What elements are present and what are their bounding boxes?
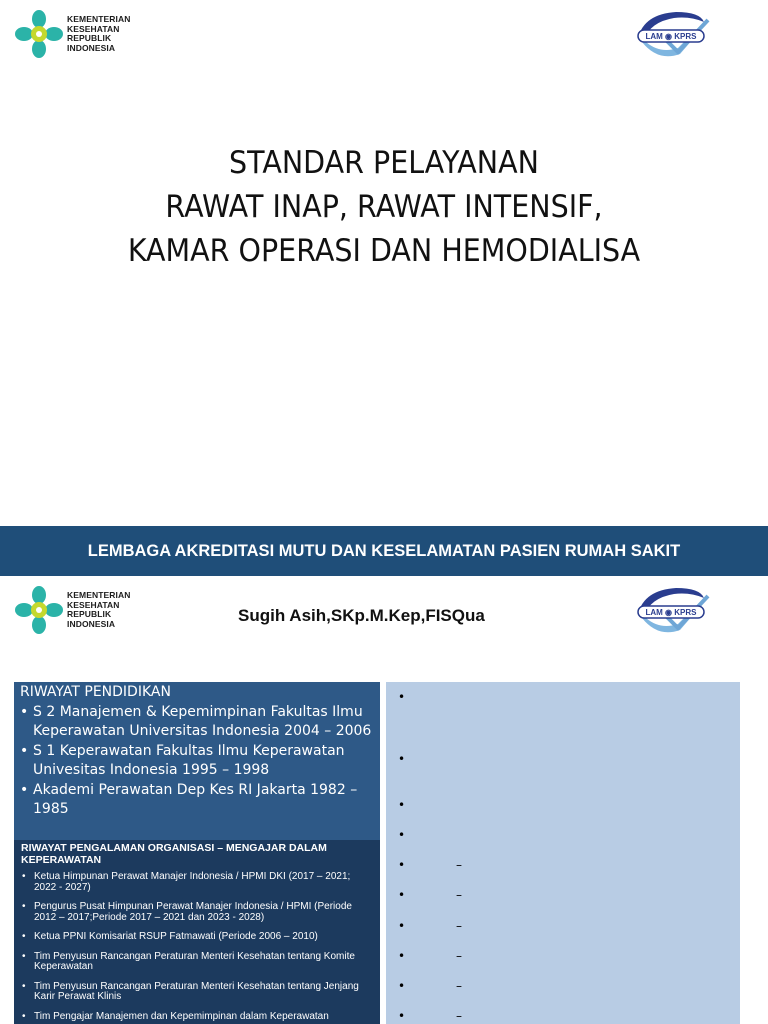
empty-bullet: • bbox=[398, 858, 406, 872]
empty-bullet: • bbox=[398, 919, 406, 933]
empty-bullet: • bbox=[398, 798, 406, 812]
empty-bullet: • bbox=[398, 1009, 406, 1023]
list-item: • Ketua PPNI Komisariat RSUP Fatmawati (Periode 2006 – 2010) bbox=[34, 932, 374, 943]
education-heading: RIWAYAT PENDIDIKAN bbox=[20, 684, 171, 700]
title-line: STANDAR PELAYANAN bbox=[229, 145, 539, 181]
kemenkes-logo-text: KEMENTERIAN KESEHATAN REPUBLIK INDONESIA bbox=[67, 590, 131, 629]
list-item: • Tim Pengajar Manajemen dan Kepemimpinan dalam Keperawatan bbox=[34, 1012, 374, 1023]
lam-kprs-logo bbox=[634, 584, 710, 636]
list-item: • S 1 Keperawatan Fakultas Ilmu Keperawatan Univesitas Indonesia 1995 – 1998 bbox=[33, 742, 374, 781]
svg-text:LAM ◉ KPRS: LAM ◉ KPRS bbox=[645, 32, 697, 41]
kemenkes-emblem-icon bbox=[15, 586, 63, 634]
presenter-slide bbox=[0, 526, 768, 1024]
title-line: RAWAT INAP, RAWAT INTENSIF, bbox=[165, 189, 603, 225]
kemenkes-logo bbox=[15, 10, 130, 58]
list-item: • Akademi Perawatan Dep Kes RI Jakarta 1982 – 1985 bbox=[33, 781, 374, 820]
right-content-panel bbox=[386, 682, 740, 1024]
kemenkes-logo bbox=[15, 586, 130, 634]
kemenkes-emblem-icon bbox=[15, 10, 63, 58]
education-list bbox=[20, 703, 374, 820]
organization-box bbox=[14, 840, 380, 1024]
empty-dash: – bbox=[456, 888, 462, 902]
empty-dash: – bbox=[456, 919, 462, 933]
list-item: • S 2 Manajemen & Kepemimpinan Fakultas Ilmu Keperawatan Universitas Indonesia 2004 – 2006 bbox=[33, 703, 374, 742]
empty-bullet: • bbox=[398, 828, 406, 842]
empty-dash: – bbox=[456, 979, 462, 993]
presenter-name: Sugih Asih,SKp.M.Kep,FISQua bbox=[238, 606, 485, 625]
empty-bullet: • bbox=[398, 979, 406, 993]
kemenkes-logo-text: KEMENTERIAN KESEHATAN REPUBLIK INDONESIA bbox=[67, 14, 131, 53]
slide-title bbox=[31, 141, 738, 273]
list-item: • Ketua Himpunan Perawat Manajer Indonesia / HPMI DKI (2017 – 2021; 2022 - 2027) bbox=[34, 872, 374, 893]
institution-banner: LEMBAGA AKREDITASI MUTU DAN KESELAMATAN PASIEN RUMAH SAKIT bbox=[0, 526, 768, 576]
list-item: • Tim Penyusun Rancangan Peraturan Menteri Kesehatan tentang Jenjang Karir Perawat Klinis bbox=[34, 982, 374, 1003]
education-box bbox=[14, 682, 380, 840]
empty-dash: – bbox=[456, 1009, 462, 1023]
empty-bullet: • bbox=[398, 690, 406, 704]
title-line: KAMAR OPERASI DAN HEMODIALISA bbox=[127, 233, 641, 269]
list-item: • Tim Penyusun Rancangan Peraturan Menteri Kesehatan tentang Komite Keperawatan bbox=[34, 952, 374, 973]
empty-dash: – bbox=[456, 949, 462, 963]
empty-bullet: • bbox=[398, 752, 406, 766]
empty-bullet: • bbox=[398, 888, 406, 902]
organization-heading: RIWAYAT PENGALAMAN ORGANISASI – MENGAJAR DALAM KEPERAWATAN bbox=[21, 842, 327, 866]
empty-dash: – bbox=[456, 858, 462, 872]
organization-list bbox=[21, 872, 374, 1022]
empty-bullet: • bbox=[398, 949, 406, 963]
lam-kprs-logo bbox=[634, 8, 710, 60]
lam-kprs-emblem-icon bbox=[634, 584, 710, 636]
lam-kprs-emblem-icon bbox=[634, 8, 710, 60]
list-item: • Pengurus Pusat Himpunan Perawat Manajer Indonesia / HPMI (Periode 2012 – 2017;Periode 2017 – 2021 dan 2023 - 2028) bbox=[34, 902, 374, 923]
svg-text:LAM ◉ KPRS: LAM ◉ KPRS bbox=[645, 608, 697, 617]
